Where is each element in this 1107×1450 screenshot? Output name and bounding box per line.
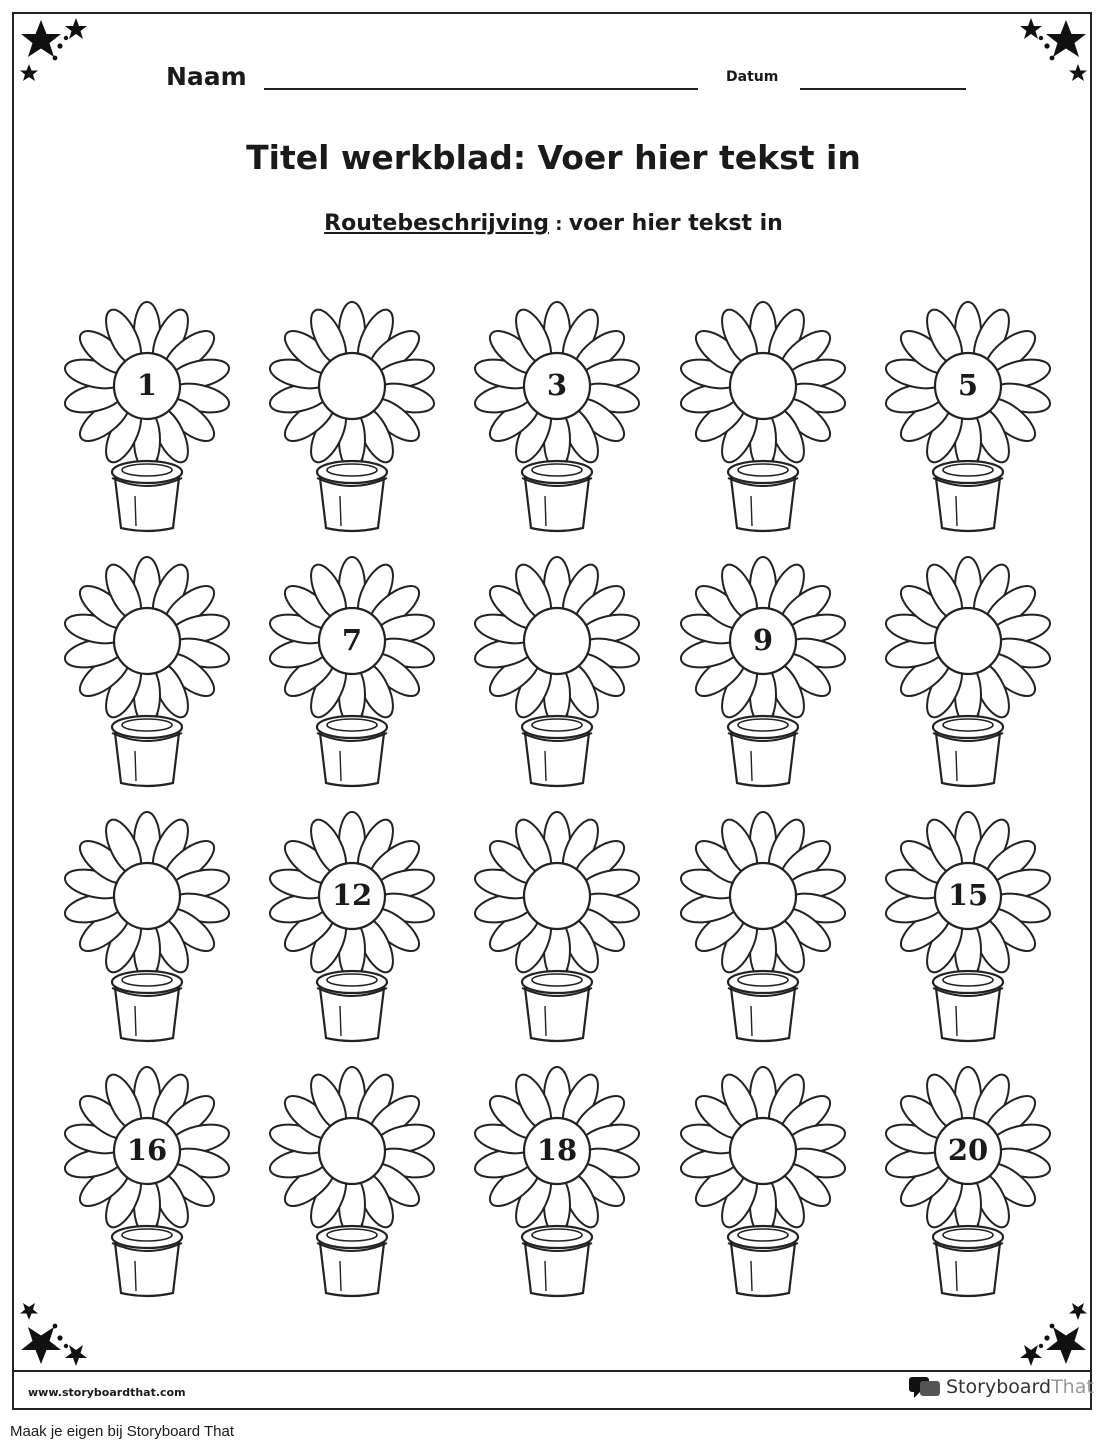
flower-number[interactable] <box>312 354 392 416</box>
flower-pot-icon <box>262 1065 442 1305</box>
footer-caption: Maak je eigen bij Storyboard That <box>10 1423 235 1440</box>
directions-line <box>0 211 1107 236</box>
flower-number[interactable]: 15 <box>947 878 989 912</box>
flower-pot-icon <box>673 300 853 540</box>
flower-number[interactable] <box>723 354 803 416</box>
flower-number[interactable] <box>517 609 597 671</box>
flower-number[interactable]: 3 <box>546 368 568 402</box>
directions-separator: : <box>549 214 569 235</box>
flower-number[interactable] <box>723 864 803 926</box>
footer-url: www.storyboardthat.com <box>28 1386 186 1399</box>
brand-name-part2: That <box>1051 1376 1094 1398</box>
flower-pot-icon <box>878 555 1058 795</box>
flower-pot-icon <box>467 810 647 1050</box>
flower-pot-icon <box>467 555 647 795</box>
date-field-line[interactable] <box>800 88 966 90</box>
flower-pot-icon <box>57 1065 237 1305</box>
flower-pot-icon <box>673 1065 853 1305</box>
storyboard-brand <box>908 1374 1094 1400</box>
flower-pot-icon <box>262 555 442 795</box>
flower-number[interactable]: 9 <box>752 623 774 657</box>
storyboard-logo-icon <box>908 1374 942 1400</box>
flower-number[interactable] <box>312 1119 392 1181</box>
flower-number[interactable]: 12 <box>331 878 373 912</box>
flower-pot-icon <box>878 300 1058 540</box>
stars-icon <box>1003 14 1093 104</box>
flower-pot-icon <box>262 300 442 540</box>
flower-number[interactable]: 20 <box>947 1133 989 1167</box>
flower-pot-icon <box>878 810 1058 1050</box>
flower-number[interactable] <box>928 609 1008 671</box>
flower-pot-icon <box>673 555 853 795</box>
date-label: Datum <box>726 69 779 85</box>
flower-number[interactable]: 1 <box>136 368 158 402</box>
flower-number[interactable]: 5 <box>957 368 979 402</box>
flower-number[interactable]: 16 <box>126 1133 168 1167</box>
flower-pot-icon <box>673 810 853 1050</box>
flower-pot-icon <box>57 555 237 795</box>
flower-number[interactable] <box>107 609 187 671</box>
flower-pot-icon <box>262 810 442 1050</box>
directions-label: Routebeschrijving <box>324 211 550 236</box>
flower-pot-icon <box>467 300 647 540</box>
brand-name <box>946 1376 1094 1398</box>
footer-divider <box>12 1370 1092 1372</box>
flower-pot-icon <box>467 1065 647 1305</box>
flower-pot-icon <box>878 1065 1058 1305</box>
worksheet-title: Titel werkblad: Voer hier tekst in <box>246 138 861 177</box>
name-label: Naam <box>166 62 247 91</box>
flower-number[interactable]: 18 <box>536 1133 578 1167</box>
name-field-line[interactable] <box>264 88 698 90</box>
flower-pot-icon <box>57 810 237 1050</box>
flower-number[interactable] <box>723 1119 803 1181</box>
directions-text: voer hier tekst in <box>568 211 783 236</box>
flower-number[interactable] <box>107 864 187 926</box>
stars-icon <box>14 14 104 104</box>
flower-pot-icon <box>57 300 237 540</box>
flower-number[interactable]: 7 <box>341 623 363 657</box>
flower-number[interactable] <box>517 864 597 926</box>
brand-name-part1: Storyboard <box>946 1376 1052 1398</box>
